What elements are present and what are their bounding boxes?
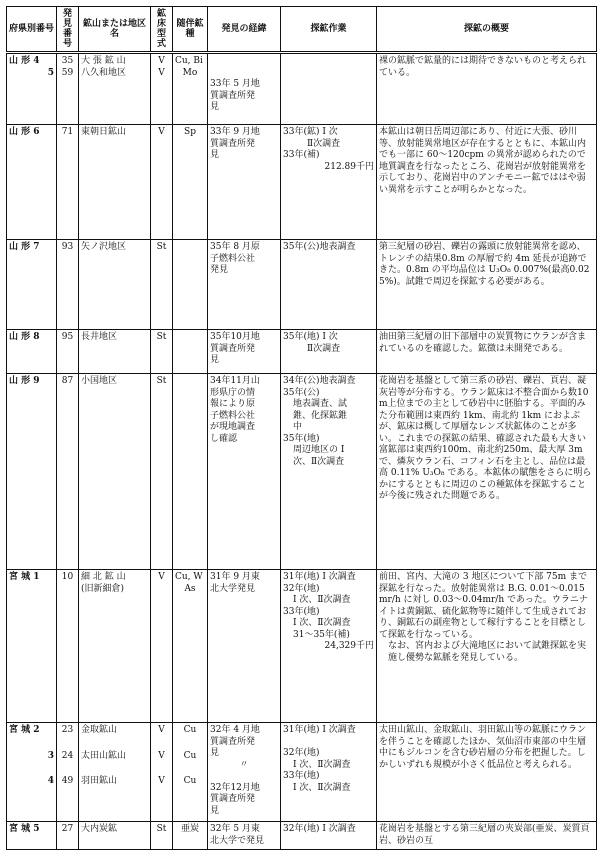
origin-cell: 33年 5 月地 質調査所発 見 [208, 53, 281, 125]
header-pref: 府県別番号 [7, 7, 57, 53]
num-cell: 35 59 [57, 53, 79, 125]
pref-cell: 山 形 7 [7, 240, 57, 330]
table-header [7, 7, 597, 53]
table-row [7, 570, 597, 723]
type-cell: St [151, 330, 173, 374]
table-row [7, 330, 597, 374]
num-cell: 71 [57, 125, 79, 240]
type-cell: V V [151, 53, 173, 125]
work-cell: 33年(鉱) I 次 Ⅱ次調査 33年(補) 212.89千円 [281, 125, 377, 240]
summary-cell: 花崗岩を基盤として第三系の砂岩、礫岩、頁岩、凝灰岩等が分布する。ウラン鉱床は不整合面から数10m上位までの主として砂岩中に胚胎する。平面的みた分布範囲は東西約 1km、南北約 1km におよぶが、鉱床は概して厚層なレンズ状鉱体のことが多い。これまでの探鉱の結果、確認された最も大きい富鉱部は東西約100m、南北約250m、最大厚 3m で、燐灰ウラン石、コフィン石を主とし、品位は最高 0.11% U₃O₈ である。本鉱体の賦態をさらに明らかにするとともに周辺のこの種鉱体を探鉱することが今後に残された問題である。 [377, 374, 597, 570]
pref-cell: 山 形 4 5 [7, 53, 57, 125]
origin-cell: 34年11月山 形県庁の情 報により原 子燃料公社 が現地調査 し確認 [208, 374, 281, 570]
name-cell: 大 張 鉱 山 八久和地区 [79, 53, 151, 125]
header-name: 鉱山または地区名 [79, 7, 151, 53]
table-row [7, 53, 597, 125]
pref-cell: 宮 城 1 [7, 570, 57, 723]
work-cell: 34年(公)地表調査 35年(公) 地表調査、試 錐、化探鉱錐 中 35年(地) 周辺地区の I 次、Ⅱ次調査 [281, 374, 377, 570]
work-cell: 31年(地) I 次調査 32年(地) I 次、Ⅱ次調査 33年(地) I 次、Ⅱ次調査 [281, 723, 377, 822]
header-work: 探鉱作業 [281, 7, 377, 53]
header-minerals: 随伴鉱種 [173, 7, 208, 53]
table-row [7, 125, 597, 240]
work-cell: 35年(公)地表調査 [281, 240, 377, 330]
summary-cell: 裸の鉱脈で鉱量的には期待できないものと考えられている。 [377, 53, 597, 125]
type-cell: St [151, 822, 173, 850]
name-cell: 矢ノ沢地区 [79, 240, 151, 330]
minerals-cell [173, 330, 208, 374]
origin-cell: 32年 4 月地 質調査所発 見 〃 32年12月地 質調査所発 見 [208, 723, 281, 822]
origin-cell: 32年 5 月東 北大学で発見 [208, 822, 281, 850]
minerals-cell: Cu, W As [173, 570, 208, 723]
table-row [7, 374, 597, 570]
type-cell: St [151, 374, 173, 570]
name-cell: 金取鉱山 太田山鉱山 羽田鉱山 [79, 723, 151, 822]
pref-cell: 山 形 9 [7, 374, 57, 570]
minerals-cell [173, 240, 208, 330]
work-cell [281, 53, 377, 125]
origin-cell: 35年10月地 質調査所発 見 [208, 330, 281, 374]
summary-cell: 前田、宮内、大滝の 3 地区について下部 75m まで探鉱を行なった。放射能異常は B.G. 0.01～0.015 mr/h に対し 0.03～0.04mr/h であった。ウラニナイトは黄銅鉱、硫化鉱物等に随伴して生成されており、銅鉱石の副産物として稼行することを目標として探鉱を行なっている。 なお、宮内および大滝地区において試錐探鉱を実施し優勢な鉱脈を発見している。 [377, 570, 597, 723]
work-cell: 35年(地) I 次 Ⅱ次調査 [281, 330, 377, 374]
num-cell: 27 [57, 822, 79, 850]
minerals-cell: Sp [173, 125, 208, 240]
num-cell: 93 [57, 240, 79, 330]
table-row [7, 240, 597, 330]
summary-cell: 第三紀層の砂岩、礫岩の露頭に放射能異常を認め、トレンチの結果0.8m の厚層で約 4m 延長が追跡できた。0.8m の平均品位は U₃O₈ 0.007%(最高0.025%)。試錐で周辺を探鉱する必要がある。 [377, 240, 597, 330]
origin-cell: 33年 9 月地 質調査所発 見 [208, 125, 281, 240]
uranium-exploration-table [6, 6, 597, 850]
minerals-cell: Cu Cu Cu [173, 723, 208, 822]
pref-cell: 山 形 8 [7, 330, 57, 374]
origin-cell: 31年 9 月東 北大学発見 [208, 570, 281, 723]
name-cell: 細 北 鉱 山 (旧新細倉) [79, 570, 151, 723]
num-cell: 10 [57, 570, 79, 723]
type-cell: V [151, 570, 173, 723]
minerals-cell: 亜炭 [173, 822, 208, 850]
name-cell: 大内炭鉱 [79, 822, 151, 850]
type-cell: V [151, 125, 173, 240]
num-cell: 23 24 49 [57, 723, 79, 822]
summary-cell: 花崗岩を基盤とする第三紀層の夾炭部(亜炭、炭質頁岩、砂岩の互 [377, 822, 597, 850]
table-row [7, 822, 597, 850]
summary-cell: 太田山鉱山、金取鉱山、羽田鉱山等の鉱脈にウランを伴うことを確認したほか、気仙沼市東部の中生層中にもジルコンを含む砂岩層の分布を把握した。しかしいずれも規模が小さく低品位と考えられる。 [377, 723, 597, 822]
work-cell: 32年(地) I 次調査 [281, 822, 377, 850]
pref-cell: 宮 城 5 [7, 822, 57, 850]
summary-cell: 油田第三紀層の旧下部層中の炭質物にウランが含まれているのを確認した。鉱徴は未開発である。 [377, 330, 597, 374]
header-type: 鉱床型式 [151, 7, 173, 53]
num-cell: 87 [57, 374, 79, 570]
header-num: 発見番号 [57, 7, 79, 53]
minerals-cell [173, 374, 208, 570]
name-cell: 小国地区 [79, 374, 151, 570]
minerals-cell: Cu, Bi Mo [173, 53, 208, 125]
header-origin: 発見の経緯 [208, 7, 281, 53]
name-cell: 東朝日鉱山 [79, 125, 151, 240]
pref-cell: 山 形 6 [7, 125, 57, 240]
type-cell: V V V [151, 723, 173, 822]
num-cell: 95 [57, 330, 79, 374]
pref-cell: 宮 城 2 3 4 [7, 723, 57, 822]
work-cell: 31年(地) I 次調査 32年(地) I 次、Ⅱ次調査 33年(地) I 次、Ⅱ次調査 31～35年(補) 24,329千円 [281, 570, 377, 723]
header-summary: 探鉱の概要 [377, 7, 597, 53]
type-cell: St [151, 240, 173, 330]
table-row [7, 723, 597, 822]
origin-cell: 35年 8 月原 子燃料公社 発見 [208, 240, 281, 330]
name-cell: 長井地区 [79, 330, 151, 374]
summary-cell: 本鉱山は朝日岳周辺部にあり、付近に大張、砂川等、放射能異常地区が存在するとともに、本鉱山内でも一部に 60～120cpm の異常が認められたので地質調査を行なったところ、花崗岩が放射能異常を示しており、花崗岩中のアンチモニー鉱でははや弱い異常を示すことが明らかとなった。 [377, 125, 597, 240]
